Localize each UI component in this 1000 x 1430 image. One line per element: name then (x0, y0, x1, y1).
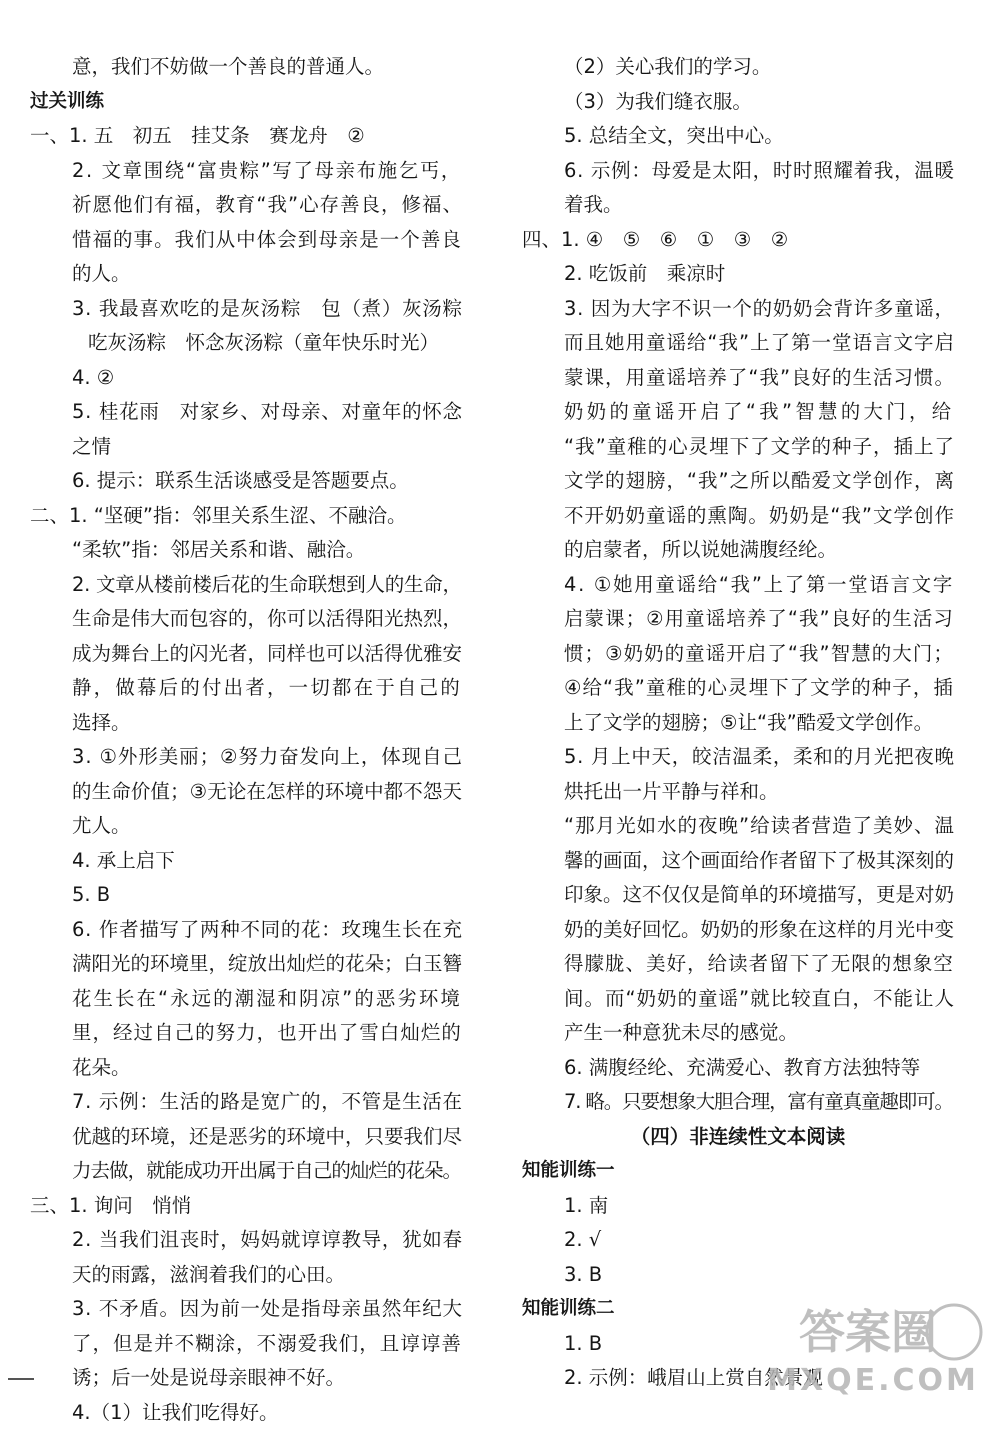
answer-line: 4. 承上启下 (30, 844, 462, 879)
answer-line: 惯；③奶奶的童谣开启了“我”智慧的大门； (522, 637, 954, 672)
answer-line: 蒙课，用童谣培养了“我”良好的生活习惯。 (522, 361, 954, 396)
answer-line: 上了文学的翅膀；⑤让“我”酷爱文学创作。 (522, 706, 954, 741)
answer-line: 4.（1）让我们吃得好。 (30, 1396, 462, 1430)
watermark-url: MXQE.COM (767, 1363, 979, 1396)
answer-line: 奶奶的童谣开启了“我”智慧的大门，给 (522, 395, 954, 430)
answer-line: 之情 (30, 430, 462, 465)
answer-line: 4. ①她用童谣给“我”上了第一堂语言文字 (522, 568, 954, 603)
section-heading: 知能训练一 (522, 1154, 954, 1189)
answer-line: 馨的画面，这个画面给作者留下了极其深刻的 (522, 844, 954, 879)
answer-line: 1. B (522, 1327, 954, 1362)
answer-line: 得朦胧、美好，给读者留下了无限的想象空 (522, 947, 954, 982)
answer-line: 5. 桂花雨 对家乡、对母亲、对童年的怀念 (30, 395, 462, 430)
page-corner-rule (8, 1378, 34, 1380)
answer-line: 1. 南 (522, 1189, 954, 1224)
answer-line: 6. 满腹经纶、充满爱心、教育方法独特等 (522, 1051, 954, 1086)
answer-line: 天的雨露，滋润着我们的心田。 (30, 1258, 462, 1293)
answer-line: 烘托出一片平静与祥和。 (522, 775, 954, 810)
answer-line: 3. 我最喜欢吃的是灰汤粽 包（煮）灰汤粽 (30, 292, 462, 327)
answer-line: 静，做幕后的付出者，一切都在于自己的 (30, 671, 462, 706)
answer-line: 2. 文章从楼前楼后花的生命联想到人的生命， (30, 568, 462, 603)
answer-line: 2. 当我们沮丧时，妈妈就谆谆教导，犹如春 (30, 1223, 462, 1258)
answer-line: 里，经过自己的努力，也开出了雪白灿烂的 (30, 1016, 462, 1051)
answer-line: 的人。 (30, 257, 462, 292)
answer-line: 6. 提示：联系生活谈感受是答题要点。 (30, 464, 462, 499)
answer-line: 启蒙课；②用童谣培养了“我”良好的生活习 (522, 602, 954, 637)
answer-line: “我”童稚的心灵埋下了文学的种子，插上了 (522, 430, 954, 465)
answer-line: 5. 总结全文，突出中心。 (522, 119, 954, 154)
answer-line: 成为舞台上的闪光者，同样也可以活得优雅安 (30, 637, 462, 672)
answer-line: 四、1. ④ ⑤ ⑥ ① ③ ② (522, 223, 954, 258)
answer-line: 6. 作者描写了两种不同的花：玫瑰生长在充 (30, 913, 462, 948)
answer-line: （2）关心我们的学习。 (522, 50, 954, 85)
answer-line: 不开奶奶童谣的熏陶。奶奶是“我”文学创作 (522, 499, 954, 534)
answer-line: 的生命价值；③无论在怎样的环境中都不怨天 (30, 775, 462, 810)
answer-line: 花生长在“永远的潮湿和阴凉”的恶劣环境 (30, 982, 462, 1017)
answer-line: 满阳光的环境里，绽放出灿烂的花朵；白玉簪 (30, 947, 462, 982)
answer-line: 尤人。 (30, 809, 462, 844)
answer-line: 优越的环境，还是恶劣的环境中，只要我们尽 (30, 1120, 462, 1155)
watermark-logo-text: 答案圈 (799, 1305, 937, 1359)
answer-line: 二、1. “坚硬”指：邻里关系生涩、不融洽。 (30, 499, 462, 534)
answer-line: 祈愿他们有福，教育“我”心存善良，修福、 (30, 188, 462, 223)
section-heading: 知能训练二 (522, 1292, 954, 1327)
answer-line: 吃灰汤粽 怀念灰汤粽（童年快乐时光） (30, 326, 462, 361)
answer-line: 2. 文章围绕“富贵粽”写了母亲布施乞丐， (30, 154, 462, 189)
answer-line: “柔软”指：邻居关系和谐、融洽。 (30, 533, 462, 568)
answer-line: 3. 不矛盾。因为前一处是指母亲虽然年纪大 (30, 1292, 462, 1327)
answer-line: 而且她用童谣给“我”上了第一堂语言文字启 (522, 326, 954, 361)
answer-line: 3. 因为大字不识一个的奶奶会背许多童谣， (522, 292, 954, 327)
answer-line: 了，但是并不糊涂，不溺爱我们，且谆谆善 (30, 1327, 462, 1362)
answer-line: 一、1. 五 初五 挂艾条 赛龙舟 ② (30, 119, 462, 154)
answer-line: 三、1. 询问 悄悄 (30, 1189, 462, 1224)
answer-line: 2. 示例：峨眉山上赏自然景观 (522, 1361, 954, 1396)
section-heading: 过关训练 (30, 85, 462, 120)
answer-line: 3. ①外形美丽；②努力奋发向上，体现自己 (30, 740, 462, 775)
answer-line: 着我。 (522, 188, 954, 223)
answer-line: 奶的美好回忆。奶奶的形象在这样的月光中变 (522, 913, 954, 948)
answer-line: 间。而“奶奶的童谣”就比较直白，不能让人 (522, 982, 954, 1017)
answer-line: 意，我们不妨做一个善良的普通人。 (30, 50, 462, 85)
left-column (30, 50, 462, 1430)
answer-line: 花朵。 (30, 1051, 462, 1086)
answer-line: 2. √ (522, 1223, 954, 1258)
answer-line: 4. ② (30, 361, 462, 396)
answer-line: 7. 略。只要想象大胆合理，富有童真童趣即可。 (522, 1085, 954, 1120)
answer-line: 惜福的事。我们从中体会到母亲是一个善良 (30, 223, 462, 258)
answer-line: 的启蒙者，所以说她满腹经纶。 (522, 533, 954, 568)
answer-line: ④给“我”童稚的心灵埋下了文学的种子，插 (522, 671, 954, 706)
answer-line: 力去做，就能成功开出属于自己的灿烂的花朵。 (30, 1154, 462, 1189)
section-title: （四）非连续性文本阅读 (522, 1120, 954, 1155)
answer-line: 3. B (522, 1258, 954, 1293)
answer-line: 文学的翅膀，“我”之所以酷爱文学创作，离 (522, 464, 954, 499)
answer-line: 7. 示例：生活的路是宽广的，不管是生活在 (30, 1085, 462, 1120)
answer-line: 2. 吃饭前 乘凉时 (522, 257, 954, 292)
watermark-logo (748, 1292, 998, 1396)
answer-line: 印象。这不仅仅是简单的环境描写，更是对奶 (522, 878, 954, 913)
right-column (522, 50, 954, 1396)
answer-line: 诱；后一处是说母亲眼神不好。 (30, 1361, 462, 1396)
answer-line: 5. B (30, 878, 462, 913)
answer-line: “那月光如水的夜晚”给读者营造了美妙、温 (522, 809, 954, 844)
answer-line: 6. 示例：母爱是太阳，时时照耀着我，温暖 (522, 154, 954, 189)
answer-line: 产生一种意犹未尽的感觉。 (522, 1016, 954, 1051)
answer-line: （3）为我们缝衣服。 (522, 85, 954, 120)
answer-line: 5. 月上中天，皎洁温柔，柔和的月光把夜晚 (522, 740, 954, 775)
answer-line: 生命是伟大而包容的，你可以活得阳光热烈， (30, 602, 462, 637)
answer-line: 选择。 (30, 706, 462, 741)
